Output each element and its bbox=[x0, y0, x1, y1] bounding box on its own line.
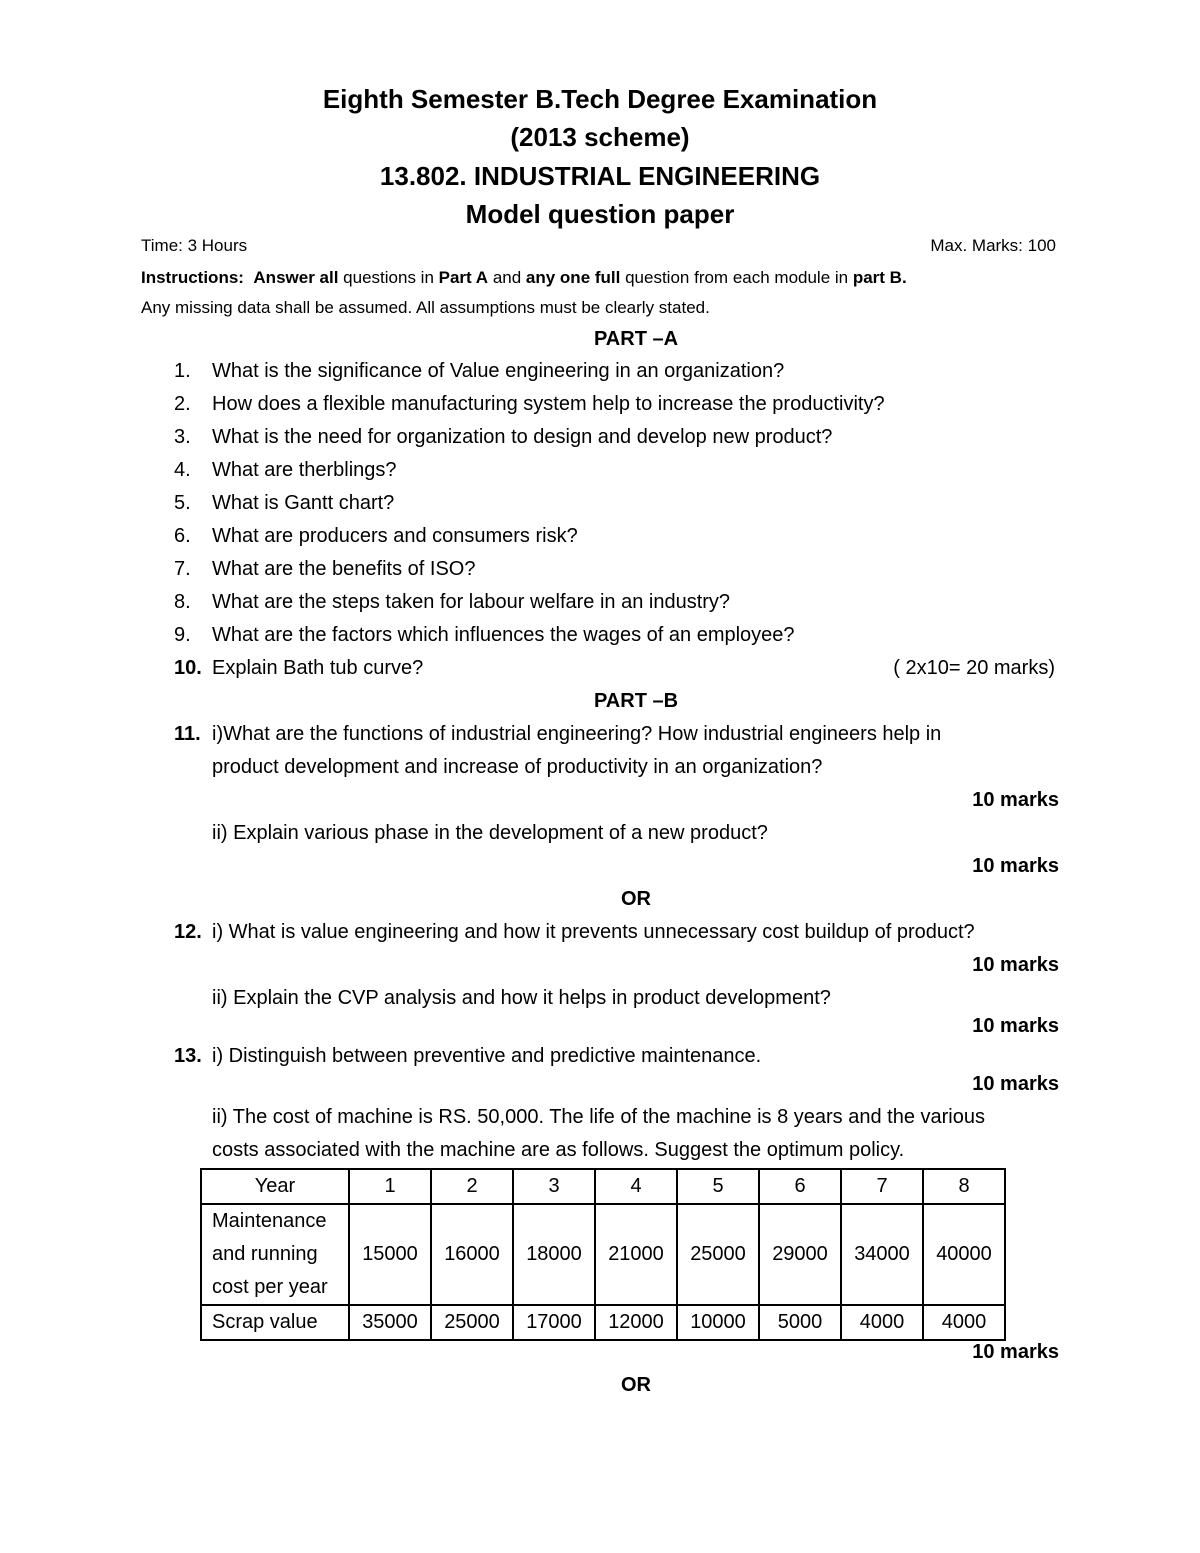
instructions-line-1 bbox=[141, 268, 907, 288]
table-row bbox=[201, 1204, 1005, 1305]
table-cell: 25000 bbox=[431, 1305, 513, 1340]
table-header-row bbox=[201, 1169, 1005, 1204]
question-text: Explain Bath tub curve? bbox=[212, 657, 424, 679]
instructions-text: any one full bbox=[525, 268, 621, 287]
exam-title: Eighth Semester B.Tech Degree Examination bbox=[322, 84, 878, 114]
table-cell: 15000 bbox=[349, 1204, 431, 1305]
marks-label: 10 marks bbox=[972, 789, 1059, 811]
question-text: i) Distinguish between preventive and predictive maintenance. bbox=[212, 1045, 762, 1067]
table-cell: 5000 bbox=[759, 1305, 841, 1340]
question-number: 10. bbox=[174, 657, 202, 679]
cost-table bbox=[200, 1168, 1006, 1341]
table-header-cell: 5 bbox=[677, 1169, 759, 1204]
table-cell: 12000 bbox=[595, 1305, 677, 1340]
question-text: What is Gantt chart? bbox=[212, 492, 395, 514]
instructions-line-2: Any missing data shall be assumed. All assumptions must be clearly stated. bbox=[141, 298, 710, 317]
question-number: 8. bbox=[174, 591, 191, 613]
question-number: 3. bbox=[174, 426, 191, 448]
table-cell: 17000 bbox=[513, 1305, 595, 1340]
time-label: Time: 3 Hours bbox=[141, 236, 248, 255]
table-cell: 16000 bbox=[431, 1204, 513, 1305]
max-marks-label: Max. Marks: 100 bbox=[930, 236, 1056, 255]
question-text: How does a flexible manufacturing system help to increase the productivity? bbox=[212, 393, 885, 415]
question-number: 5. bbox=[174, 492, 191, 514]
marks-label: 10 marks bbox=[972, 954, 1059, 976]
table-cell: 10000 bbox=[677, 1305, 759, 1340]
or-separator: OR bbox=[621, 1374, 651, 1396]
table-header-cell: 8 bbox=[923, 1169, 1005, 1204]
question-text: What are the benefits of ISO? bbox=[212, 558, 476, 580]
question-text: costs associated with the machine are as follows. Suggest the optimum policy. bbox=[212, 1139, 905, 1161]
instructions-text: and bbox=[488, 268, 526, 287]
question-text: What are the steps taken for labour welfare in an industry? bbox=[212, 591, 731, 613]
marks-label: 10 marks bbox=[972, 1341, 1059, 1363]
table-cell: 34000 bbox=[841, 1204, 923, 1305]
table-cell: 4000 bbox=[923, 1305, 1005, 1340]
question-text: ii) Explain various phase in the development of a new product? bbox=[212, 822, 768, 844]
question-number: 11. bbox=[174, 723, 201, 745]
question-number: 13. bbox=[174, 1045, 202, 1067]
question-number: 4. bbox=[174, 459, 191, 481]
table-header-cell: 3 bbox=[513, 1169, 595, 1204]
instructions-text: Part A bbox=[438, 268, 489, 287]
table-cell: 4000 bbox=[841, 1305, 923, 1340]
table-header-cell: 1 bbox=[349, 1169, 431, 1204]
part-a-heading: PART –A bbox=[593, 328, 679, 350]
table-cell: 18000 bbox=[513, 1204, 595, 1305]
table-cell: 25000 bbox=[677, 1204, 759, 1305]
marks-label: 10 marks bbox=[972, 1073, 1059, 1095]
question-text: What are therblings? bbox=[212, 459, 397, 481]
table-row-label bbox=[201, 1204, 349, 1305]
instructions-text: questions in bbox=[338, 268, 439, 287]
instructions-text: part B. bbox=[852, 268, 907, 287]
question-text: ii) Explain the CVP analysis and how it helps in product development? bbox=[212, 987, 831, 1009]
question-number: 2. bbox=[174, 393, 191, 415]
or-separator: OR bbox=[621, 888, 651, 910]
row-label-line: cost per year bbox=[212, 1276, 328, 1298]
table-header-cell: 2 bbox=[431, 1169, 513, 1204]
table-row bbox=[201, 1305, 1005, 1340]
question-text: i) What is value engineering and how it prevents unnecessary cost buildup of product? bbox=[212, 921, 975, 943]
table-row-label: Scrap value bbox=[201, 1305, 349, 1340]
table-cell: 35000 bbox=[349, 1305, 431, 1340]
part-b-heading: PART –B bbox=[593, 690, 679, 712]
question-text: What are producers and consumers risk? bbox=[212, 525, 578, 547]
question-number: 1. bbox=[174, 360, 191, 382]
row-label-line: and running bbox=[212, 1243, 318, 1265]
paper-title: Model question paper bbox=[465, 199, 735, 229]
instructions-text: question from each module in bbox=[620, 268, 853, 287]
instructions-text: Answer all bbox=[253, 268, 339, 287]
course-title: 13.802. INDUSTRIAL ENGINEERING bbox=[379, 161, 821, 191]
table-header-cell: 4 bbox=[595, 1169, 677, 1204]
scheme-title: (2013 scheme) bbox=[510, 122, 690, 152]
table-header-cell: 6 bbox=[759, 1169, 841, 1204]
table-cell: 29000 bbox=[759, 1204, 841, 1305]
question-text: What are the factors which influences the wages of an employee? bbox=[212, 624, 795, 646]
question-text: What is the need for organization to design and develop new product? bbox=[212, 426, 833, 448]
table-cell: 40000 bbox=[923, 1204, 1005, 1305]
question-text: What is the significance of Value engineering in an organization? bbox=[212, 360, 785, 382]
question-text: ii) The cost of machine is RS. 50,000. The life of the machine is 8 years and the various bbox=[212, 1106, 985, 1128]
marks-label: 10 marks bbox=[972, 855, 1059, 877]
instructions-label: Instructions: bbox=[141, 268, 244, 287]
question-number: 12. bbox=[174, 921, 202, 943]
marks-label: 10 marks bbox=[972, 1015, 1059, 1037]
question-number: 7. bbox=[174, 558, 191, 580]
table-header-cell: 7 bbox=[841, 1169, 923, 1204]
question-number: 9. bbox=[174, 624, 191, 646]
question-text: product development and increase of productivity in an organization? bbox=[212, 756, 823, 778]
question-number: 6. bbox=[174, 525, 191, 547]
question-text: i)What are the functions of industrial engineering? How industrial engineers help in bbox=[212, 723, 942, 745]
table-header-cell: Year bbox=[201, 1169, 349, 1204]
table-cell: 21000 bbox=[595, 1204, 677, 1305]
part-a-marks: ( 2x10= 20 marks) bbox=[893, 657, 1055, 679]
row-label-line: Maintenance bbox=[212, 1210, 327, 1232]
